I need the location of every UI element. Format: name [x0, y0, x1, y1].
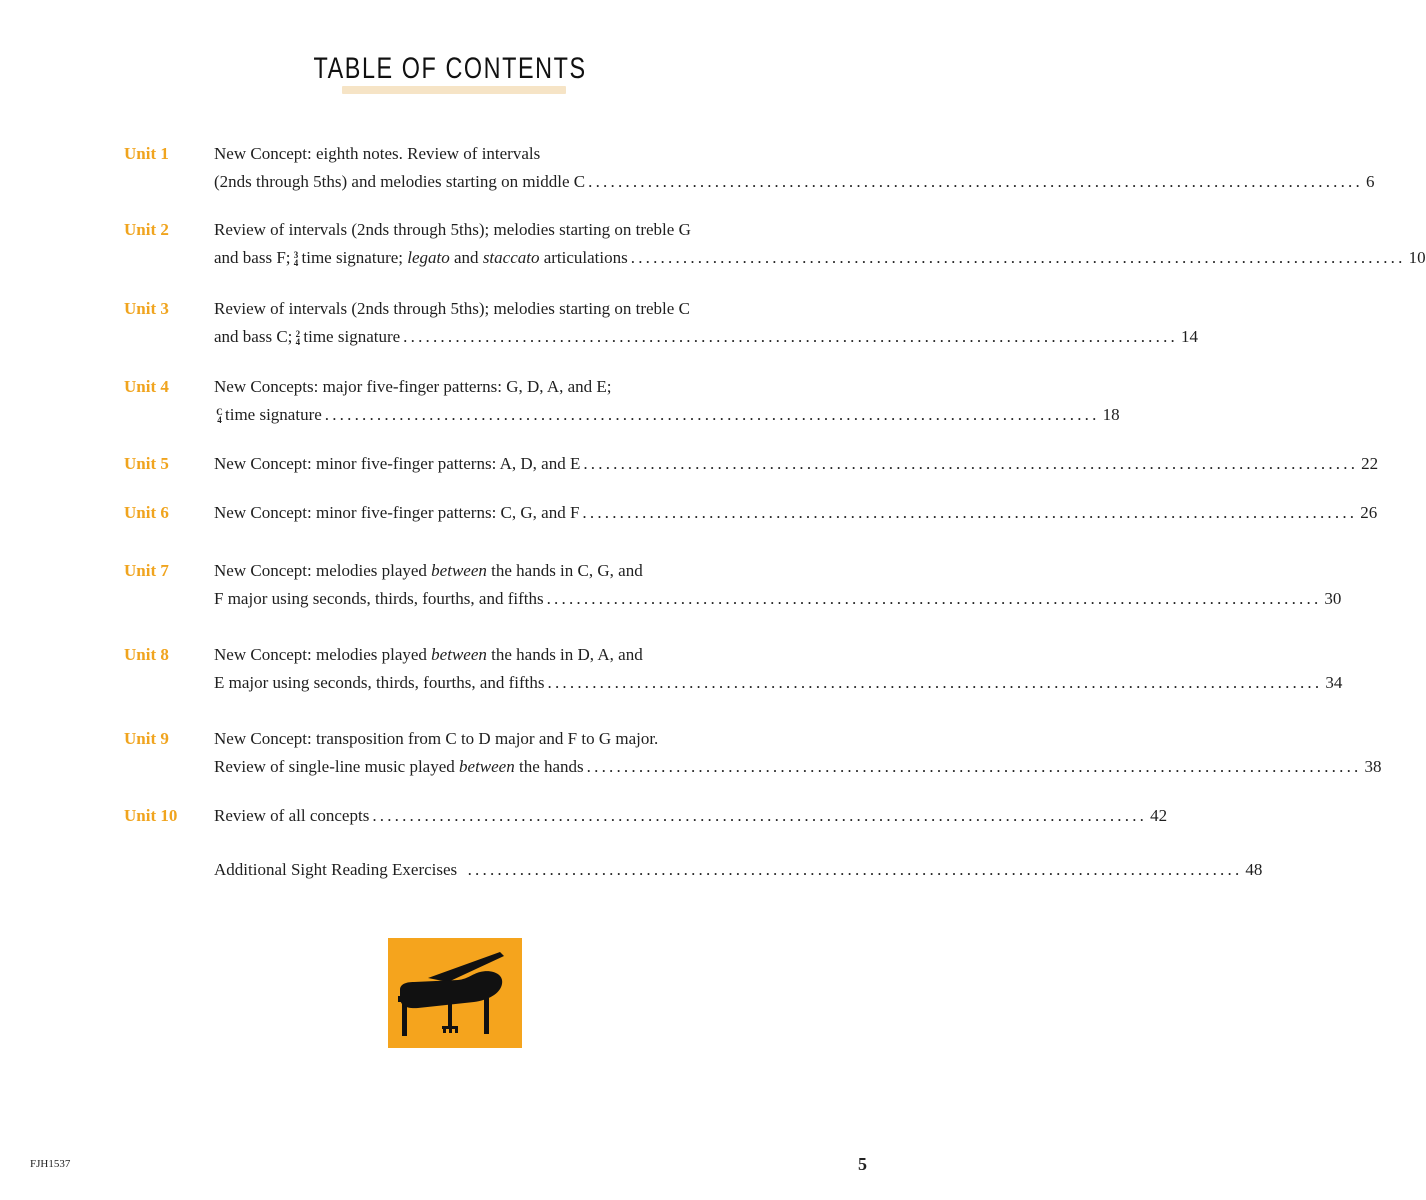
entry-text: (2nds through 5ths) and melodies starting on middle C	[214, 172, 586, 191]
unit-label: Unit 6	[124, 503, 169, 522]
entry-text: C 4 time signature	[216, 405, 322, 426]
dot-leader: ........................................................................................................	[460, 860, 1243, 879]
piano-logo	[388, 938, 522, 1048]
dot-leader: ........................................................................................................	[588, 172, 1363, 191]
page-number: 26	[1360, 503, 1378, 522]
entry-description-line-1	[214, 641, 794, 669]
page-number: 6	[1365, 172, 1375, 191]
entry-description-line-2	[214, 401, 1120, 429]
entry-text: New Concept: minor five-finger patterns: C, G, and F	[214, 503, 580, 522]
dot-leader: ........................................................................................................	[324, 405, 1100, 424]
entry-description-line-1	[214, 216, 794, 244]
entry-text: New Concept: minor five-finger patterns: A, D, and E	[214, 454, 581, 473]
page-number: 14	[1180, 327, 1198, 346]
time-signature: 3 4	[293, 250, 299, 269]
dot-leader: ........................................................................................................	[583, 454, 1359, 473]
unit-label: Unit 4	[124, 377, 169, 396]
page-number: 30	[1324, 589, 1342, 608]
entry-text: Review of all concepts	[214, 806, 370, 825]
unit-label: Unit 7	[124, 561, 169, 580]
entry-text: Review of single-line music played between the hands	[214, 757, 584, 776]
entry-description-line-1	[214, 295, 794, 323]
entry-description-line-1	[214, 499, 1378, 527]
footer-product-code: FJH1537	[30, 1158, 71, 1170]
page-number: 38	[1364, 757, 1382, 776]
entry-description-line-1	[214, 557, 794, 585]
title-highlight-bar	[342, 86, 566, 94]
entry-description-line-2	[214, 244, 1426, 272]
page-number: 48	[1245, 860, 1263, 879]
entry-text: Additional Sight Reading Exercises	[214, 860, 458, 879]
unit-label: Unit 2	[124, 220, 169, 239]
page-number: 22	[1361, 454, 1379, 473]
dot-leader: ........................................................................................................	[586, 757, 1362, 776]
page-number-footer: 5	[858, 1154, 867, 1174]
entry-text: and bass C; 2 4 time signature	[214, 327, 401, 348]
page-number: 18	[1102, 405, 1120, 424]
time-signature: 2 4	[295, 329, 301, 348]
unit-label: Unit 9	[124, 729, 169, 748]
dot-leader: ........................................................................................................	[546, 589, 1322, 608]
entry-description-line-2	[214, 585, 1342, 613]
unit-label: Unit 8	[124, 645, 169, 664]
entry-text: New Concept: transposition from C to D major and F to G major.	[214, 729, 659, 748]
entry-description-line-1	[214, 802, 1168, 830]
entry-description-line-2	[214, 669, 1343, 697]
entry-description-line-1	[214, 725, 794, 753]
dot-leader: ........................................................................................................	[372, 806, 1148, 825]
unit-label: Unit 5	[124, 454, 169, 473]
entry-description-line-1	[214, 856, 1263, 884]
entry-description-line-2	[214, 323, 1198, 351]
page-number: 10	[1408, 248, 1426, 267]
entry-text: F major using seconds, thirds, fourths, and fifths	[214, 589, 544, 608]
entry-text: E major using seconds, thirds, fourths, and fifths	[214, 673, 545, 692]
page-title: TABLE OF CONTENTS	[313, 52, 587, 85]
entry-description-line-2	[214, 168, 1375, 196]
entry-text: Review of intervals (2nds through 5ths); melodies starting on treble C	[214, 299, 690, 318]
grand-piano-icon	[388, 938, 522, 1048]
time-signature: C 4	[216, 407, 223, 426]
entry-description-line-2	[214, 753, 1382, 781]
dot-leader: ........................................................................................................	[403, 327, 1178, 346]
page-number: 34	[1325, 673, 1343, 692]
dot-leader: ........................................................................................................	[630, 248, 1406, 267]
entry-text: New Concept: melodies played between the hands in D, A, and	[214, 645, 643, 664]
unit-label: Unit 3	[124, 299, 169, 318]
entry-description-line-1	[214, 450, 1379, 478]
unit-label: Unit 1	[124, 144, 169, 163]
page-number: 42	[1150, 806, 1168, 825]
entry-description-line-1	[214, 140, 794, 168]
entry-text: New Concept: eighth notes. Review of intervals	[214, 144, 541, 163]
entry-text: New Concepts: major five-finger patterns: G, D, A, and E;	[214, 377, 612, 396]
dot-leader: ........................................................................................................	[582, 503, 1358, 522]
title-container	[0, 52, 900, 86]
entry-description-line-1	[214, 373, 794, 401]
dot-leader: ........................................................................................................	[547, 673, 1323, 692]
entry-text: New Concept: melodies played between the hands in C, G, and	[214, 561, 643, 580]
entry-text: Review of intervals (2nds through 5ths); melodies starting on treble G	[214, 220, 691, 239]
entry-text: and bass F; 3 4 time signature; legato and staccato articulations	[214, 248, 628, 269]
unit-label: Unit 10	[124, 806, 178, 825]
